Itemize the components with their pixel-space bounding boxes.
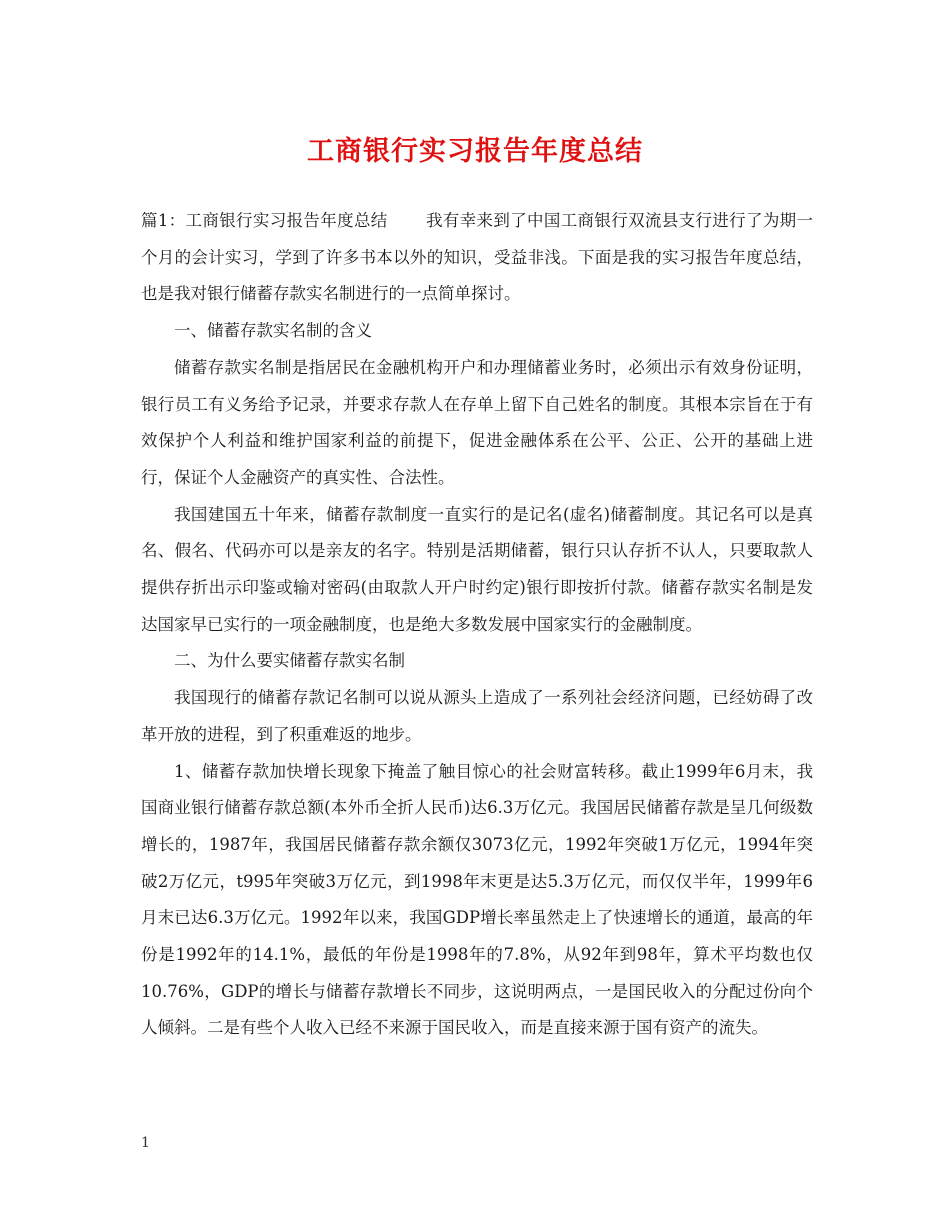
lead-text: 我有幸来到了中国工商银行双流县支行进行了为期一个月的会计实习，学到了许多书本以外的知识，受益非浅。下面是我的实习报告年度总结，也是我对银行储蓄存款实名制进行的一点简单探讨。 [141,211,814,304]
paragraph-3: 我国现行的储蓄存款记名制可以说从源头上造成了一系列社会经济问题，已经妨碍了改革开放的进程，到了积重难返的地步。 [141,688,813,744]
document-body [141,203,813,1047]
lead-label: 篇1：工商银行实习报告年度总结 [141,211,388,230]
lead-paragraph [141,203,813,313]
paragraph-4: 1、储蓄存款加快增长现象下掩盖了触目惊心的社会财富转移。截止1999年6月末，我国商业银行储蓄存款总额(本外币全折人民币)达6.3万亿元。我国居民储蓄存款是呈几何级数增长的，1987年，我国居民储蓄存款余额仅3073亿元，1992年突破1万亿元，1994年突破2万亿元，t995年突破3万亿元，到1998年末更是达5.3万亿元，而仅仅半年，1999年6月末已达6.3万亿元。1992年以来，我国GDP增长率虽然走上了快速增长的通道，最高的年份是1992年的14.1%，最低的年份是1998年的7.8%，从92年到98年，算术平均数也仅10.76%，GDP的增长与储蓄存款增长不同步，这说明两点，一是国民收入的分配过份向个人倾斜。二是有些个人收入已经不来源于国民收入，而是直接来源于国有资产的流失。 [141,761,813,1038]
section-heading-2: 二、为什么要实储蓄存款实名制 [174,651,405,671]
paragraph-2: 我国建国五十年来，储蓄存款制度一直实行的是记名(虚名)储蓄制度。其记名可以是真名、假名、代码亦可以是亲友的名字。特别是活期储蓄，银行只认存折不认人，只要取款人提供存折出示印鉴或输对密码(由取款人开户时约定)银行即按折付款。储蓄存款实名制是发达国家早已实行的一项金融制度，也是绝大多数发展中国家实行的金融制度。 [141,504,813,634]
paragraph-1: 储蓄存款实名制是指居民在金融机构开户和办理储蓄业务时，必须出示有效身份证明，银行员工有义务给予记录，并要求存款人在存单上留下自己姓名的制度。其根本宗旨在于有效保护个人利益和维护国家利益的前提下，促进金融体系在公平、公正、公开的基础上进行，保证个人金融资产的真实性、合法性。 [141,357,813,487]
document-title: 工商银行实习报告年度总结 [307,136,643,167]
page-number: 1 [141,1135,150,1151]
section-heading-1: 一、储蓄存款实名制的含义 [174,321,372,341]
